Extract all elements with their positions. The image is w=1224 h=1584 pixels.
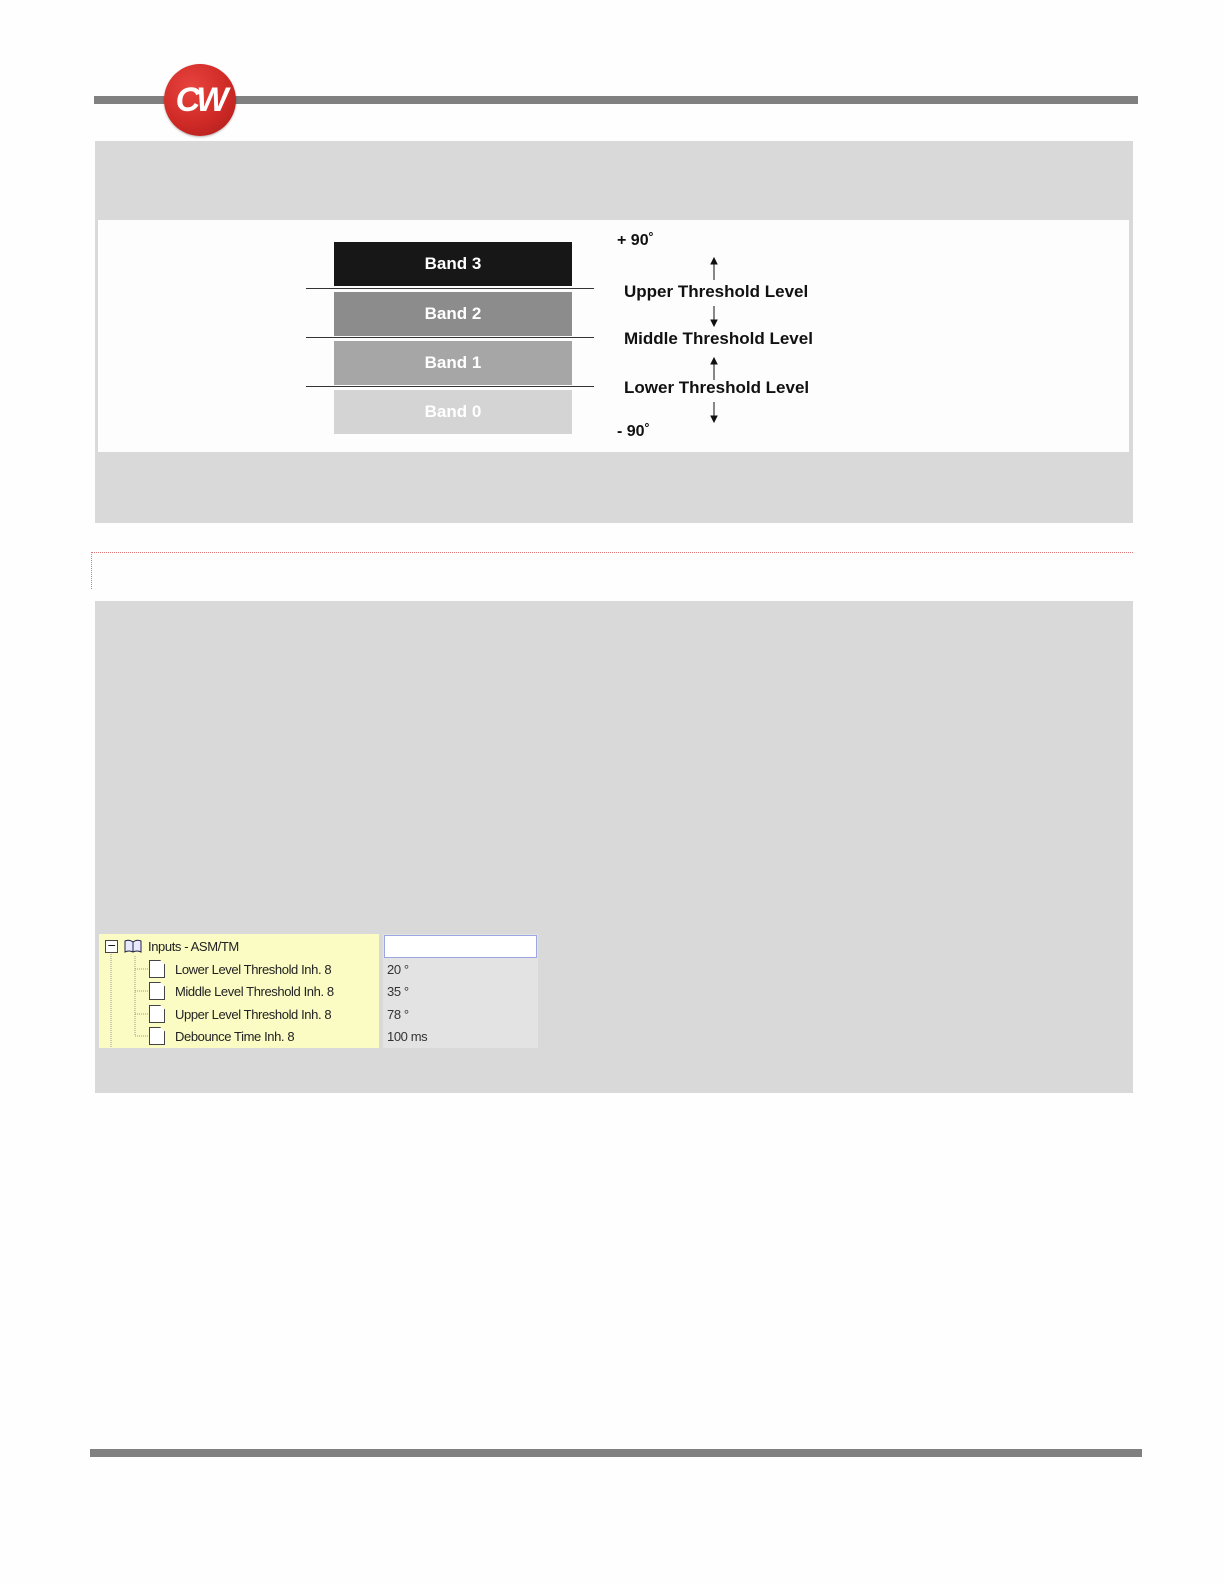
document-icon [149,1005,165,1023]
settings-tree [99,934,379,1048]
tree-item-label: Middle Level Threshold Inh. 8 [175,983,334,999]
top-angle-label: + 90˚ [617,232,654,249]
document-icon [149,1027,165,1045]
value-lower-threshold[interactable]: 20 ° [387,961,409,977]
tree-item-label: Lower Level Threshold Inh. 8 [175,961,332,977]
upper-threshold-label: Upper Threshold Level [624,282,809,301]
tree-root-row[interactable] [105,935,239,957]
band-3: Band 3 [334,242,572,286]
tree-item-label: Upper Level Threshold Inh. 8 [175,1006,332,1022]
company-logo: CW [164,64,236,136]
value-debounce-time[interactable]: 100 ms [387,1028,428,1044]
footer-rule [90,1449,1142,1457]
band-1: Band 1 [334,341,572,385]
document-icon [149,960,165,978]
lower-threshold-line [306,386,594,387]
collapse-icon[interactable]: − [105,940,118,953]
bottom-angle-label: - 90˚ [617,423,650,440]
value-upper-threshold[interactable]: 78 ° [387,1006,409,1022]
tree-item-label: Debounce Time Inh. 8 [175,1028,295,1044]
document-icon [149,982,165,1000]
middle-threshold-line [306,337,594,338]
lower-threshold-label: Lower Threshold Level [624,378,810,397]
tree-item-upper-threshold[interactable] [149,1003,331,1025]
tree-item-middle-threshold[interactable] [149,980,334,1002]
dotted-separator [91,552,1133,589]
settings-values-column [383,934,538,1048]
middle-threshold-label: Middle Threshold Level [624,329,813,348]
tree-item-lower-threshold[interactable] [149,958,331,980]
header-rule [94,96,1138,104]
value-middle-threshold[interactable]: 35 ° [387,983,409,999]
band-2: Band 2 [334,292,572,336]
open-book-icon [124,939,142,953]
tilt-band-diagram [98,220,1129,452]
value-edit-field[interactable] [384,935,537,958]
tree-root-label: Inputs - ASM/TM [148,938,239,954]
band-0: Band 0 [334,390,572,434]
tree-item-debounce-time[interactable] [149,1025,294,1047]
range-arrows [698,250,728,430]
upper-threshold-line [306,288,594,289]
